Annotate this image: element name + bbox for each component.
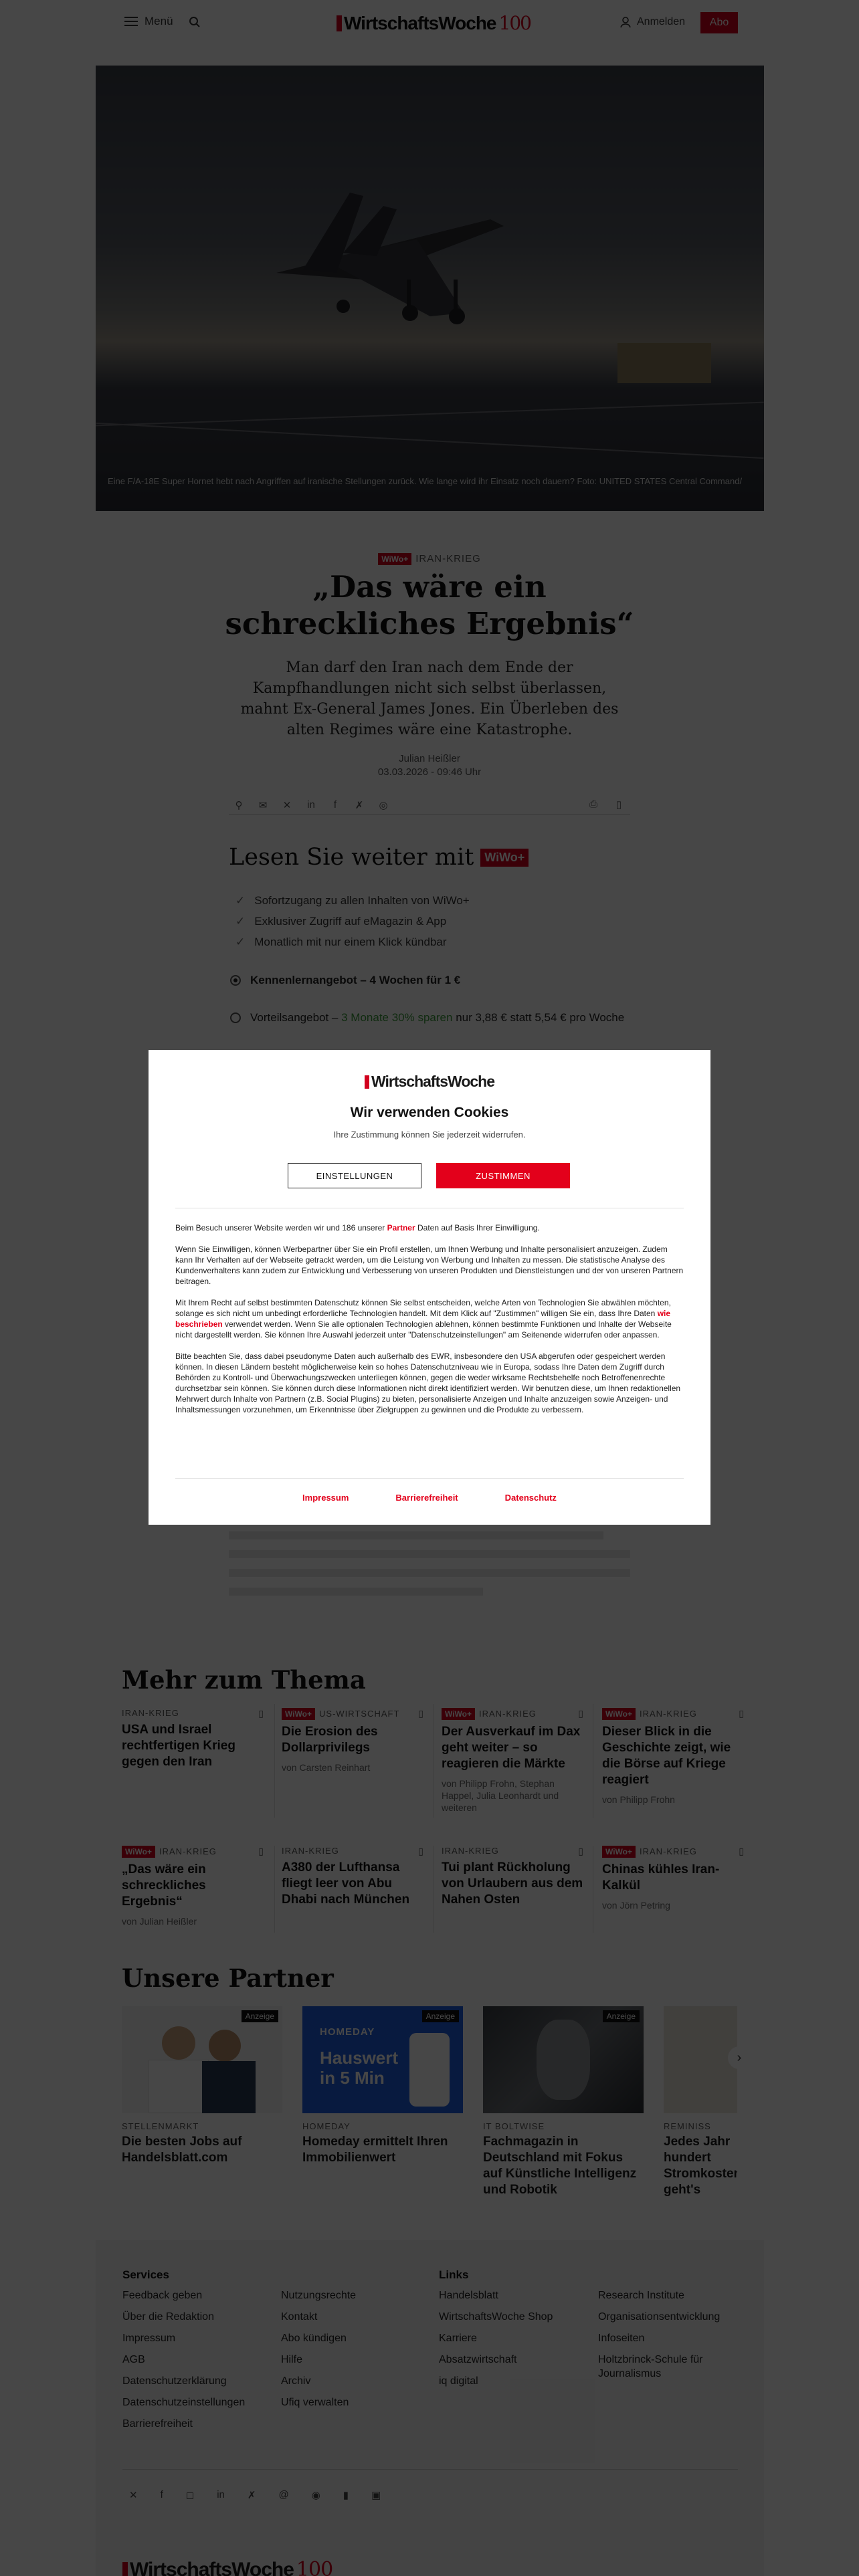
described-link[interactable]: wie beschrieben bbox=[175, 1309, 671, 1329]
cookie-settings-button[interactable]: EINSTELLUNGEN bbox=[288, 1163, 421, 1188]
cookie-paragraph bbox=[175, 1297, 684, 1340]
cookie-paragraph bbox=[175, 1222, 684, 1233]
cookie-title: Wir verwenden Cookies bbox=[350, 1105, 509, 1120]
cookie-text: Mit Ihrem Recht auf selbst bestimmten Datenschutz können Sie selbst entscheiden, welche Arten von Technologien Sie abwählen möchten, solange es sich nicht um unbedingt erforderliche Technologien handelt. Mit dem Klick auf "Zustimmen" willigen Sie ein, dass Ihre Daten bbox=[175, 1298, 671, 1318]
cookie-paragraph: Bitte beachten Sie, dass dabei pseudonyme Daten auch außerhalb des EWR, insbesondere den USA abgerufen oder gespeichert werden können. In diesen Ländern besteht möglicherweise kein so hohes Datenschutzniveau wie in Europa, sodass Ihre Daten dem Zugriff durch Behörden zu Kontroll- und Überwachungszwecken unterliegen können, gegen die weder wirksame Rechtsbehelfe noch Betroffenenrechte durchsetzbar sein können. Sie können durch diese Informationen nicht direkt identifiziert werden. Wir benutzen diese, um Ihnen redaktionellen Mehrwert durch Inhalte von Partnern (z.B. Social Plugins) zu bieten, personalisierte Anzeigen und Inhalte anzuzeigen sowie Anzeigen- und Inhaltsmessungen vorzunehmen, um Erkenntnisse über Zielgruppen zu gewinnen und die Produkte zu verbessern. bbox=[175, 1352, 681, 1414]
logo-mark bbox=[365, 1075, 369, 1089]
divider bbox=[175, 1478, 684, 1479]
cookie-logo bbox=[149, 1073, 710, 1091]
cookie-body bbox=[175, 1222, 684, 1426]
cookie-paragraph: Wenn Sie Einwilligen, können Werbepartner über Sie ein Profil erstellen, um Ihnen Werbung und Inhalte personalisiert anzuzeigen. Zudem kann Ihr Verhalten auf der Webseite getrackt werden, um die Leistung von Werbung und Inhalten zu messen. Die statistische Analyse des Kundenverhaltens kann zudem zur Entwicklung und Verbesserung von unseren Produkten und Dienstleistungen und der von unseren Partnern beitragen. bbox=[175, 1245, 684, 1286]
cookie-text: verwendet werden. Wenn Sie alle optionalen Technologien ablehnen, können bestimmte Funktionen und Inhalte der Webseite nicht dargestellt werden. Sie können Ihre Auswahl jederzeit unter "Datenschutzeinstellungen" am Seitenende widerrufen oder anpassen. bbox=[175, 1319, 672, 1339]
datenschutz-link[interactable]: Datenschutz bbox=[504, 1493, 557, 1503]
cookie-text: Beim Besuch unserer Website werden wir und 186 unserer bbox=[175, 1223, 385, 1232]
cookie-subtitle: Ihre Zustimmung können Sie jederzeit widerrufen. bbox=[333, 1130, 526, 1140]
impressum-link[interactable]: Impressum bbox=[302, 1493, 349, 1503]
cookie-text: Daten auf Basis Ihrer Einwilligung. bbox=[417, 1223, 540, 1232]
barrierefreiheit-link[interactable]: Barrierefreiheit bbox=[395, 1493, 458, 1503]
cookie-dialog bbox=[149, 1050, 710, 1525]
cookie-logo-text: WirtschaftsWoche bbox=[371, 1073, 494, 1090]
cookie-accept-button[interactable]: ZUSTIMMEN bbox=[436, 1163, 570, 1188]
cookie-footer-links bbox=[149, 1493, 710, 1503]
partner-link[interactable]: Partner bbox=[387, 1223, 415, 1232]
